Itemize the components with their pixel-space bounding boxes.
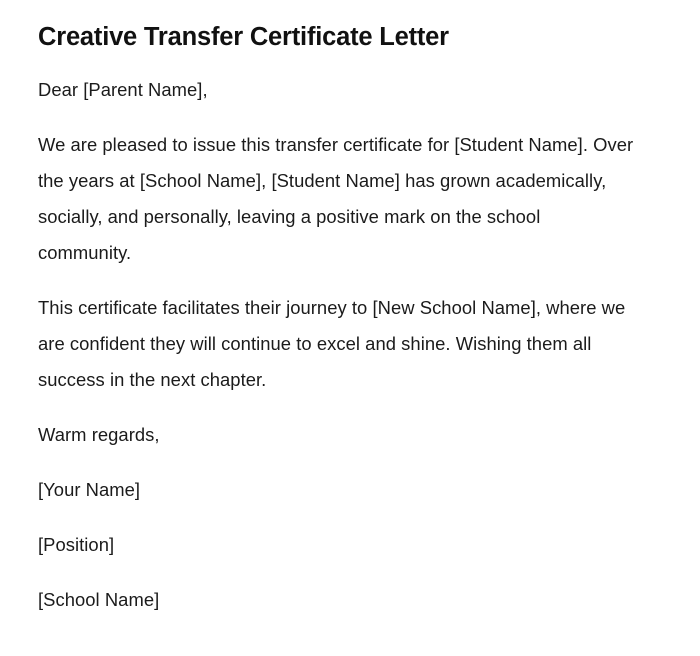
- body-paragraph-2: This certificate facilitates their journey to [New School Name], where we are confident they will continue to excel and shine. Wishing them all success in the next chapter.: [38, 297, 626, 390]
- letter-body: [38, 72, 636, 453]
- signature-your-name: [Your Name]: [38, 479, 141, 500]
- page-title: Creative Transfer Certificate Letter: [38, 23, 449, 51]
- signature-block: [38, 472, 636, 618]
- signature-position: [Position]: [38, 534, 115, 555]
- closing-text: Warm regards,: [38, 424, 160, 445]
- signature-school-name: [School Name]: [38, 589, 160, 610]
- salutation-text: Dear [Parent Name],: [38, 79, 208, 100]
- body-paragraph-1: We are pleased to issue this transfer certificate for [Student Name]. Over the years at [School Name], [Student Name] has grown academically, socially, and personally, leaving a positive mark on the school community.: [38, 134, 634, 263]
